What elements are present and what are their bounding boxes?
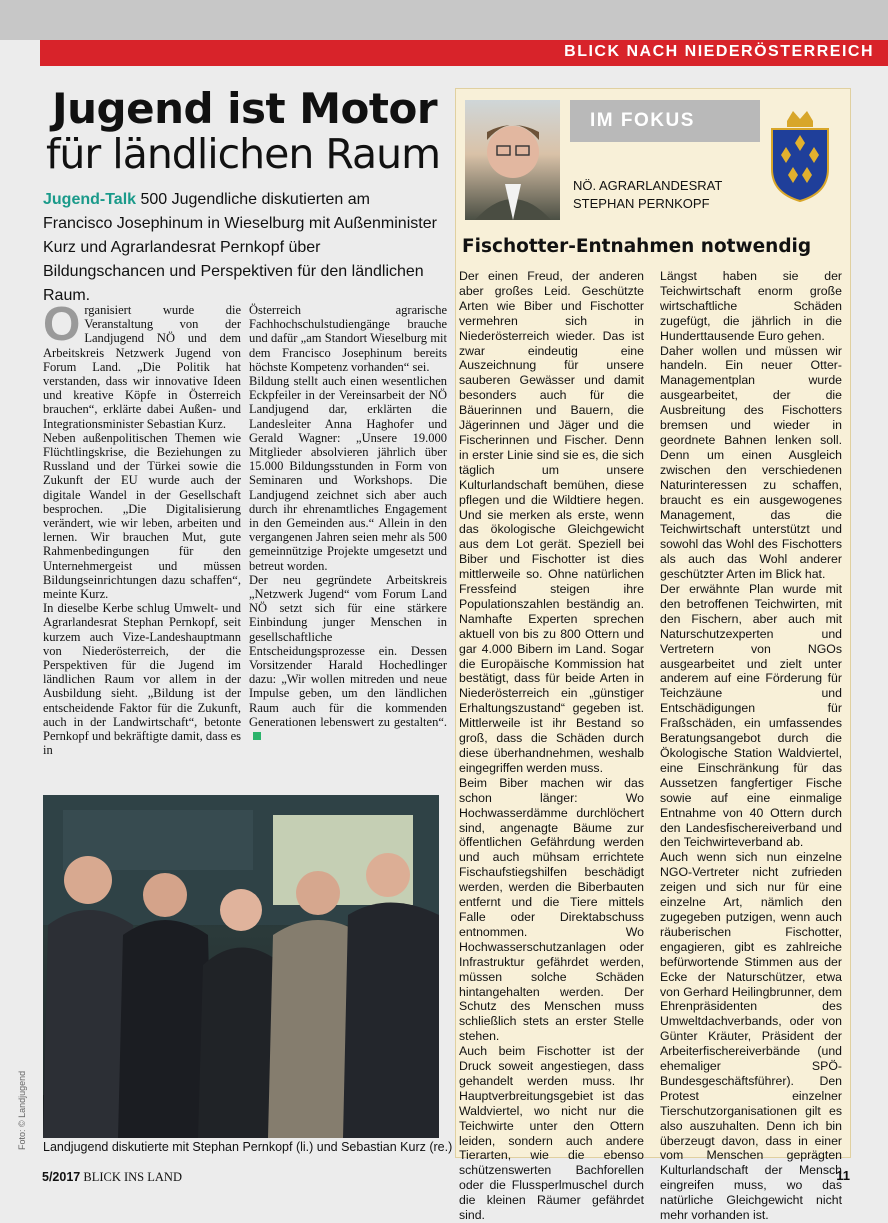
- page-footer: [42, 1170, 182, 1185]
- portrait-illustration: [465, 100, 560, 220]
- section-label: BLICK NACH NIEDERÖSTERREICH: [564, 43, 874, 60]
- role-line: NÖ. AGRARLANDESRAT: [573, 178, 723, 193]
- focus-column-2: [660, 269, 842, 1223]
- article-column-2: [249, 303, 447, 743]
- end-mark-icon: [253, 732, 261, 740]
- article-headline-line1: Jugend ist Motor: [52, 84, 438, 133]
- paragraph-text: rganisiert wurde die Veranstaltung von der Landjugend NÖ und dem Arbeitskreis Netzwerk Jugend von Forum Land. „Die Politik hat verstanden, dass wir innovative Ideen und kreative Köpfe in Österreich brauchen“, erklärte dabei Außen- und Integrationsminister Sebastian Kurz.: [43, 303, 241, 431]
- focus-role: [573, 177, 722, 213]
- page-number: 11: [836, 1168, 850, 1183]
- paragraph-text: Der neu gegründete Arbeitskreis „Netzwerk Jugend“ vom Forum Land NÖ setzt sich für eine stärkere Einbindung junger Menschen in gesellschaftliche Entscheidungsprozesse ein. Dessen Vorsitzender Harald Hochedlinger dazu: „Wir wollen mitreden und neue Impulse geben, um den ländlichen Raum auch für die kommenden Generationen lebenswert zu gestalten“.: [249, 572, 447, 729]
- article-paragraph: In dieselbe Kerbe schlug Umwelt- und Agrarlandesrat Stephan Pernkopf, seit kurzem auch Vize-Landeshauptmann von Niederösterreich, der die Perspektiven für die Jugend im ländlichen Raum vor allem in der Ausbildung sieht. „Bildung ist der entscheidende Faktor für die Zukunft, auch in der Landwirtschaft“, betonte Pernkopf und bekräftigte damit, dass es in: [43, 601, 241, 758]
- focus-headline: Fischotter-Entnahmen notwendig: [462, 236, 812, 257]
- publication-name: BLICK INS LAND: [83, 1170, 182, 1184]
- focus-paragraph: Der einen Freud, der anderen aber großes Leid. Geschützte Arten wie Biber und Fischotter vermehren sich in Niederösterreich wieder. Das ist zwar eindeutig eine Auszeichnung für unsere sauberen Gewässer und damit besonders auch für die Bäuerinnen und Bauern, die Jägerinnen und Jäger und die Fischerinnen und Fischer. Denn in erster Linie sind sie es, die sich täglich um unsere Kulturlandschaft bemühen, diese pflegen und die Wildtiere hegen. Und sie merken als erste, wenn das ökologische Gleichgewicht aus dem Lot gerät. Speziell bei Biber und Fischotter ist dies mittlerweile so. Ohne natürlichen Fressfeind steigen ihre Populationszahlen beständig an. Namhafte Experten sprechen aktuell von bis zu 800 Ottern und gar 4.000 Bibern im Land. Sogar die Europäische Kommission hat bestätigt, dass für beide Arten in Niederösterreich ein „günstiger Erhaltungszustand“ gegeben ist. Mittlerweile ist ihr Bestand so groß, dass die Schäden durch diese überhandnehmen, weshalb eingegriffen werden muss.: [459, 269, 644, 775]
- role-name: STEPHAN PERNKOPF: [573, 196, 710, 211]
- portrait-photo: [465, 100, 560, 220]
- article-paragraph: Bildung stellt auch einen wesentlichen Eckpfeiler in der Vereinsarbeit der NÖ Landjugend dar, erklärten die Landesleiter Anna Haghofer und Gerald Wagner: „Unsere 19.000 Mitglieder absolvieren jährlich über 15.000 Bildungsstunden in Form von Seminaren und Workshops. Die Landjugend zeichnet sich aber auch durch ihr ehrenamtliches Engagement in den Gemeinden aus.“ Allein in den vergangenen Jahren seien mehr als 500 gemeinnützige Projekte umgesetzt und betreut worden.: [249, 374, 447, 573]
- focus-paragraph: Längst haben sie der Teichwirtschaft enorm große wirtschaftliche Schäden zugefügt, die jährlich in die Hunderttausende Euro gehen.: [660, 269, 842, 343]
- focus-paragraph: Auch wenn sich nun einzelne NGO-Vertreter nicht zufrieden zeigen und sich nur für eine einzelne Art, nämlich den zugegeben putzigen, wenn auch räuberischen Fischotter, engagieren, gibt es zahlreiche befürwortende Stimmen aus der Ecke der Naturschützer, etwa von Gerhard Heilingbrunner, dem Ehrenpräsidenten des Umweltdachverbands, oder von Günter Kräuter, Präsident der Arbeiterfischereiverbände (und ehemaliger SPÖ-Bundesgeschäftsführer). Den Protest einzelner Tierschutzorganisationen gilt es also auszuhalten. Denn ich bin überzeugt davon, dass in einer vom Menschen geprägten Kulturlandschaft der Mensch eingreifen muss, wo das natürliche Gleichgewicht nicht mehr vorhanden ist.: [660, 850, 842, 1223]
- top-margin: [0, 0, 888, 40]
- article-paragraph: [43, 298, 241, 431]
- issue-number: 5/2017: [42, 1170, 81, 1184]
- lead-text: 500 Jugendliche diskutierten am Francisco Josephinum in Wieselburg mit Außenminister Kurz und Agrarlandesrat Pernkopf über Bildungschancen und Perspektiven für den ländlichen Raum.: [43, 191, 437, 304]
- focus-label: IM FOKUS: [590, 110, 695, 131]
- photo-caption: Landjugend diskutierte mit Stephan Pernkopf (li.) und Sebastian Kurz (re.): [43, 1140, 453, 1154]
- photo-credit: Foto: © Landjugend: [17, 1070, 27, 1150]
- article-paragraph: [249, 573, 447, 743]
- focus-paragraph: Auch beim Fischotter ist der Druck soweit angestiegen, dass gehandelt werden muss. Ihr Hauptverbreitungsgebiet ist das Waldviertel, wo nicht nur die Teichwirte unter den Ottern leiden, sondern auch andere Tierarten, wie die ebenso schützenswerten Bachforellen oder die Flussperlmuschel durch die kleinen Räumer gefährdet sind.: [459, 1044, 644, 1223]
- article-paragraph: Österreich agrarische Fachhochschulstudiengänge brauche und dafür „am Standort Wieselburg mit dem Francisco Josephinum bereits höchste Kompetenz vorhanden“ sei.: [249, 303, 447, 374]
- focus-paragraph: Daher wollen und müssen wir handeln. Ein neuer Otter-Managementplan wurde ausgearbeitet, der die Ausbreitung des Fischotters bremsen und wieder in geordnete Bahnen lenken soll. Denn um einen Ausgleich zwischen den verschiedenen Naturinteressen zu schaffen, braucht es ein ausgewogenes Management, das die Teichwirtschaft unterstützt und sowohl das Wohl des Fischotters als auch das Wohl anderer geschützter Arten im Blick hat.: [660, 343, 842, 582]
- group-photo-illustration: [43, 795, 439, 1138]
- focus-paragraph: Der erwähnte Plan wurde mit den betroffenen Teichwirten, mit den Fischern, aber auch mit Naturschutzexperten und Vertretern von NGOs ausgearbeitet und zielt unter anderem auf eine Förderung für Teichzäune und Entschädigungen für Fraßschäden, ein umfassendes Beratungsangebot durch die Ökologische Station Waldviertel, eine Einschränkung für das Aussetzen fangfertiger Fische sowie auf eine einmalige Entnahme von 40 Ottern durch den Landesfischereiverband und den Teichwirteverband ab.: [660, 582, 842, 850]
- article-lead: [43, 188, 443, 308]
- focus-column-1: [459, 269, 644, 1223]
- lead-kicker: Jugend-Talk: [43, 191, 137, 208]
- coat-of-arms-icon: [769, 107, 831, 203]
- article-headline-line2: für ländlichen Raum: [46, 130, 441, 178]
- article-photo: [43, 795, 439, 1138]
- dropcap: O: [43, 298, 81, 351]
- focus-paragraph: Beim Biber machen wir das schon länger: Wo Hochwasserdämme durchlöchert sind, angenagte Bäume zur öffentlichen Gefährdung werden und auch mühsam errichtete Fischaufstiegshilfen beschädigt werden, werden die Biberbauten entfernt und die Tiere mittels Falle oder Direktabschuss entnommen. Wo Hochwasserschutzanlagen oder Infrastruktur gefährdet werden, müssen solche Schäden hintangehalten werden. Der Schutz des Menschen muss schließlich stets an erster Stelle stehen.: [459, 775, 644, 1044]
- article-column-1: [43, 298, 241, 758]
- article-paragraph: Neben außenpolitischen Themen wie Flüchtlingskrise, die Beziehungen zu Russland und der Türkei sowie die Zukunft der EU wurde auch der digitale Wandel in der Gesellschaft besprochen. „Die Digitalisierung verändert, wie wir leben, arbeiten und lernen. Wir brauchen Mut, gute Rahmenbedingungen für den Unternehmergeist und müssen Bildungseinrichtungen dazu schaffen“, meinte Kurz.: [43, 430, 241, 602]
